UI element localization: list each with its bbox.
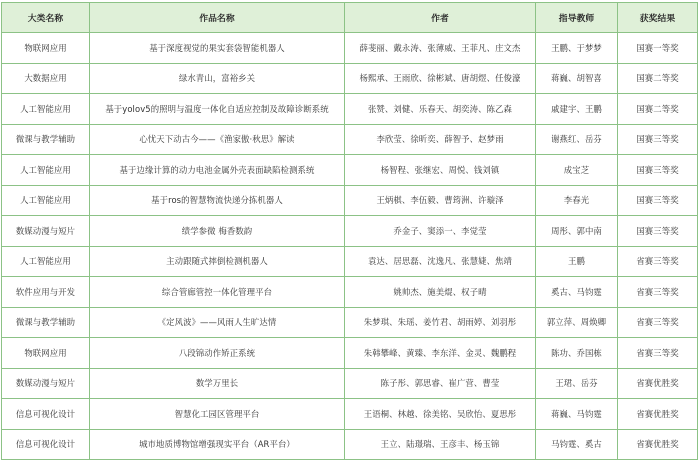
cell-advisors: 李春光 — [536, 185, 618, 216]
table-header — [2, 3, 698, 33]
cell-advisors: 蒋巍、马钧霆 — [536, 399, 618, 430]
table-row — [2, 246, 698, 277]
cell-authors: 王语桐、林越、徐美铭、吴欣怡、夏思彤 — [345, 399, 536, 430]
cell-category: 信息可视化设计 — [2, 429, 90, 460]
cell-award: 国赛三等奖 — [618, 124, 698, 155]
cell-award: 国赛三等奖 — [618, 185, 698, 216]
cell-category: 物联网应用 — [2, 33, 90, 64]
cell-authors: 王立、陆璟瑞、王彦丰、杨玉锦 — [345, 429, 536, 460]
cell-category: 人工智能应用 — [2, 185, 90, 216]
cell-work-title: 主动跟随式摔倒检测机器人 — [90, 246, 345, 277]
cell-advisors: 陈功、乔国栋 — [536, 338, 618, 369]
table-row — [2, 216, 698, 247]
table-row — [2, 185, 698, 216]
cell-category: 微课与教学辅助 — [2, 307, 90, 338]
cell-work-title: 基于ros的智慧物流快递分拣机器人 — [90, 185, 345, 216]
cell-award: 省赛优胜奖 — [618, 399, 698, 430]
cell-work-title: 智慧化工园区管理平台 — [90, 399, 345, 430]
cell-category: 人工智能应用 — [2, 155, 90, 186]
cell-advisors: 谢燕红、岳芬 — [536, 124, 618, 155]
table-body — [2, 33, 698, 460]
header-authors: 作者 — [345, 3, 536, 33]
cell-advisors: 王鹏、于梦梦 — [536, 33, 618, 64]
cell-authors: 李欣莹、徐昕奕、薛智予、赵梦雨 — [345, 124, 536, 155]
cell-award: 国赛二等奖 — [618, 63, 698, 94]
cell-authors: 张赞、刘健、乐春天、胡奕涛、陈乙森 — [345, 94, 536, 125]
table-row — [2, 307, 698, 338]
cell-award: 省赛三等奖 — [618, 338, 698, 369]
cell-advisors: 王珺、岳芬 — [536, 368, 618, 399]
cell-category: 人工智能应用 — [2, 94, 90, 125]
cell-category: 物联网应用 — [2, 338, 90, 369]
cell-advisors: 奚古、马钧霆 — [536, 277, 618, 308]
cell-category: 软件应用与开发 — [2, 277, 90, 308]
cell-award: 省赛三等奖 — [618, 246, 698, 277]
cell-authors: 朱梦琪、朱瑶、姜竹君、胡雨婷、刘羽彤 — [345, 307, 536, 338]
table-row — [2, 94, 698, 125]
cell-category: 人工智能应用 — [2, 246, 90, 277]
table-row — [2, 155, 698, 186]
cell-advisors: 王鹏 — [536, 246, 618, 277]
header-category: 大类名称 — [2, 3, 90, 33]
header-work-title: 作品名称 — [90, 3, 345, 33]
cell-award: 国赛三等奖 — [618, 155, 698, 186]
cell-authors: 陈子彤、郭思睿、崔广营、曹莹 — [345, 368, 536, 399]
table-row — [2, 399, 698, 430]
header-advisors: 指导教师 — [536, 3, 618, 33]
cell-advisors: 成宝芝 — [536, 155, 618, 186]
cell-advisors: 蒋巍、胡智喜 — [536, 63, 618, 94]
cell-category: 微课与教学辅助 — [2, 124, 90, 155]
cell-authors: 薛斐丽、戴永涛、张薄威、王菲凡、庄文杰 — [345, 33, 536, 64]
cell-work-title: 基于边缘计算的动力电池金属外壳表面缺陷检测系统 — [90, 155, 345, 186]
cell-work-title: 绩学参微 梅香数韵 — [90, 216, 345, 247]
cell-advisors: 周彤、郭中南 — [536, 216, 618, 247]
cell-advisors: 马钧霆、奚古 — [536, 429, 618, 460]
cell-authors: 杨智程、张继宏、周悦、钱刘镇 — [345, 155, 536, 186]
cell-authors: 姚帅杰、施美焜、权子晴 — [345, 277, 536, 308]
table-row — [2, 124, 698, 155]
cell-award: 国赛三等奖 — [618, 216, 698, 247]
awards-table — [1, 2, 698, 460]
cell-work-title: 八段锦动作矫正系统 — [90, 338, 345, 369]
cell-award: 国赛二等奖 — [618, 94, 698, 125]
cell-work-title: 基于yolov5的照明与温度一体化自适应控制及故障诊断系统 — [90, 94, 345, 125]
awards-table-container — [1, 2, 697, 460]
cell-category: 信息可视化设计 — [2, 399, 90, 430]
cell-award: 省赛优胜奖 — [618, 368, 698, 399]
header-award: 获奖结果 — [618, 3, 698, 33]
cell-work-title: 绿水青山，富裕乡关 — [90, 63, 345, 94]
cell-work-title: 数学万里长 — [90, 368, 345, 399]
table-row — [2, 338, 698, 369]
cell-work-title: 城市地质博物馆增强现实平台（AR平台） — [90, 429, 345, 460]
cell-authors: 乔金子、窦添一、李觉莹 — [345, 216, 536, 247]
table-row — [2, 277, 698, 308]
table-row — [2, 33, 698, 64]
cell-work-title: 心忧天下动古今——《渔家傲·秋思》解读 — [90, 124, 345, 155]
cell-authors: 朱韩攀峰、黄臻、李东洋、金灵、魏鹏程 — [345, 338, 536, 369]
cell-authors: 杨熙承、王雨欣、徐彬斌、唐胡煜、任俊濠 — [345, 63, 536, 94]
table-row — [2, 368, 698, 399]
cell-award: 国赛一等奖 — [618, 33, 698, 64]
table-row — [2, 63, 698, 94]
table-row — [2, 429, 698, 460]
cell-authors: 袁达、居思磊、沈逸凡、张慧婕、焦靖 — [345, 246, 536, 277]
cell-authors: 王炳棋、李伍毅、曹筠洲、许璇泽 — [345, 185, 536, 216]
header-row — [2, 3, 698, 33]
cell-work-title: 《定风波》——风雨人生旷达情 — [90, 307, 345, 338]
cell-category: 大数据应用 — [2, 63, 90, 94]
cell-category: 数媒动漫与短片 — [2, 368, 90, 399]
cell-category: 数媒动漫与短片 — [2, 216, 90, 247]
cell-work-title: 基于深度视觉的果实套袋智能机器人 — [90, 33, 345, 64]
cell-award: 省赛三等奖 — [618, 307, 698, 338]
cell-award: 省赛三等奖 — [618, 277, 698, 308]
cell-award: 省赛优胜奖 — [618, 429, 698, 460]
cell-work-title: 综合管廊管控一体化管理平台 — [90, 277, 345, 308]
cell-advisors: 戚建宇、王鹏 — [536, 94, 618, 125]
cell-advisors: 郭立萍、周焕卿 — [536, 307, 618, 338]
